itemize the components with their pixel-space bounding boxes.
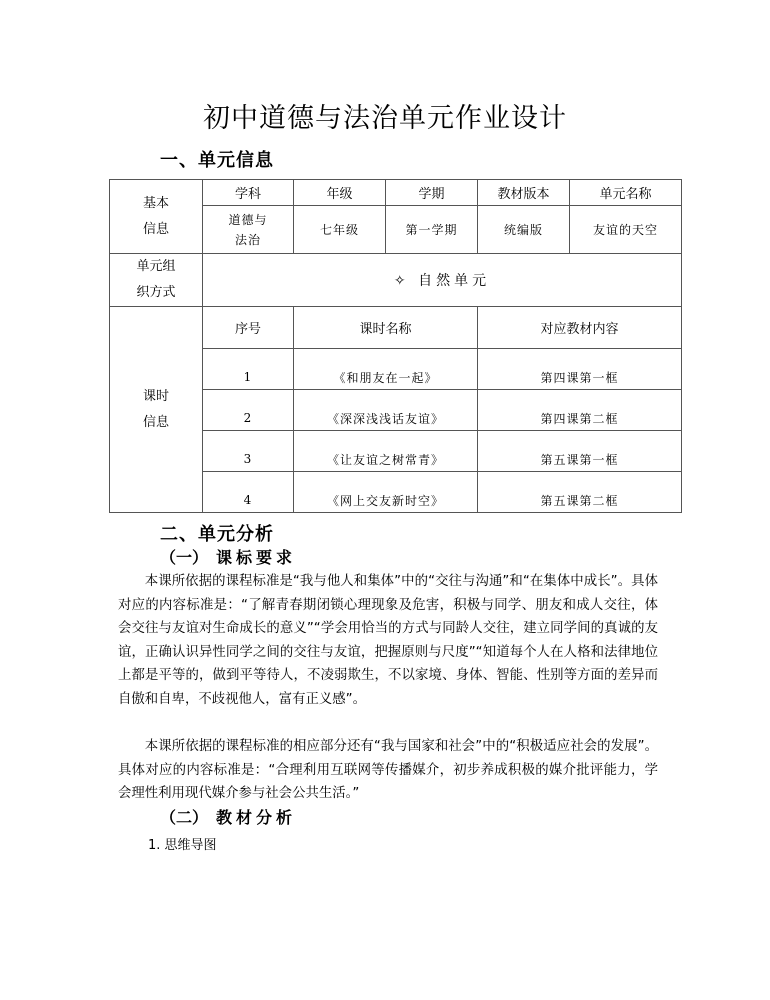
header-semester: 学期: [386, 180, 478, 206]
header-subject: 学科: [203, 180, 294, 206]
lesson-content: 第五课第一框: [478, 431, 682, 472]
org-method-value: ✧ 自然单元: [203, 254, 682, 307]
lesson-no: 2: [203, 390, 294, 431]
lesson-no: 4: [203, 472, 294, 513]
header-unit-name: 单元名称: [570, 180, 682, 206]
lesson-info-label: 课时 信息: [110, 307, 203, 513]
lesson-no: 1: [203, 349, 294, 390]
lesson-content: 第四课第二框: [478, 390, 682, 431]
lesson-no: 3: [203, 431, 294, 472]
lesson-content: 第四课第一框: [478, 349, 682, 390]
list-item-mind-map: 1. 思维导图: [148, 838, 217, 853]
header-lesson-content: 对应教材内容: [478, 307, 682, 349]
header-lesson-no: 序号: [203, 307, 294, 349]
section-heading-unit-analysis: 二、单元分析: [160, 524, 274, 545]
lesson-name: 《让友谊之树常青》: [294, 431, 478, 472]
value-grade: 七年级: [294, 206, 386, 254]
unit-info-table: [109, 179, 682, 513]
value-unit-name: 友谊的天空: [570, 206, 682, 254]
value-subject: 道德与 法治: [203, 206, 294, 254]
lesson-name: 《网上交友新时空》: [294, 472, 478, 513]
paragraph-curriculum-1: 本课所依据的课程标准是“我与他人和集体”中的“交往与沟通”和“在集体中成长”。具体对应的内容标准是：“了解青春期闭锁心理现象及危害，积极与同学、朋友和成人交往，体会交往与友谊对生命成长的意义”“学会用恰当的方式与同龄人交往，建立同学间的真诚的友谊，正确认识异性同学之间的交往与友谊，把握原则与尺度”“知道每个人在人格和法律地位上都是平等的，做到平等待人，不凌弱欺生，不以家境、身体、智能、性别等方面的差异而自傲和自卑，不歧视他人，富有正义感”。: [118, 574, 658, 707]
header-textbook-version: 教材版本: [478, 180, 570, 206]
value-semester: 第一学期: [386, 206, 478, 254]
subheading-curriculum-standard: （一） 课标要求: [160, 548, 297, 567]
value-textbook-version: 统编版: [478, 206, 570, 254]
lesson-name: 《深深浅浅话友谊》: [294, 390, 478, 431]
lesson-name: 《和朋友在一起》: [294, 349, 478, 390]
basic-info-label: 基本 信息: [110, 180, 203, 254]
paragraph-curriculum-2: 本课所依据的课程标准的相应部分还有“我与国家和社会”中的“积极适应社会的发展”。具体对应的内容标准是：“合理利用互联网等传播媒介，初步养成积极的媒介批评能力，学会理性利用现代媒介参与社会公共生活。”: [118, 739, 658, 802]
subheading-textbook-analysis: （二） 教材分析: [160, 808, 297, 827]
page-title: 初中道德与法治单元作业设计: [203, 103, 567, 134]
header-lesson-name: 课时名称: [294, 307, 478, 349]
header-grade: 年级: [294, 180, 386, 206]
section-heading-unit-info: 一、单元信息: [160, 150, 274, 171]
org-method-label: 单元组 织方式: [110, 254, 203, 307]
lesson-content: 第五课第二框: [478, 472, 682, 513]
